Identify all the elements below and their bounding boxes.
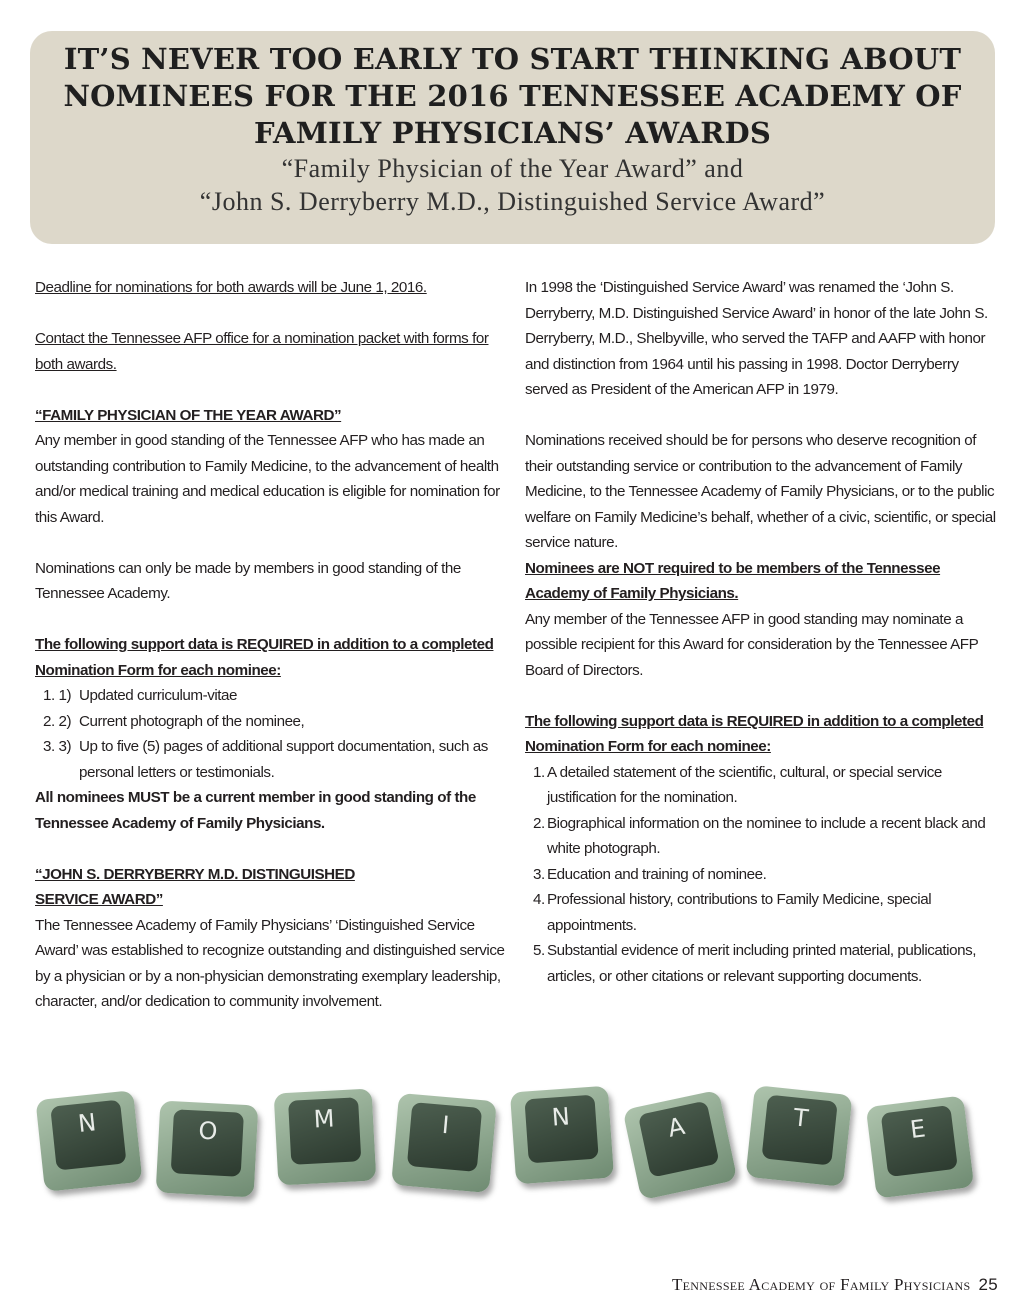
dsa-support-list (525, 760, 1000, 990)
list-text: Substantial evidence of merit including printed material, publications, articles, or other citations or relevant supporting documents. (547, 942, 976, 985)
key-letter: M (288, 1097, 361, 1165)
list-text: Professional history, contributions to Family Medicine, special appointments. (547, 891, 932, 934)
publication-name: Tennessee Academy of Family Physicians (671, 1275, 971, 1294)
list-number: 1. (533, 763, 545, 781)
keyboard-key-m (274, 1088, 377, 1185)
keyboard-key-n2 (510, 1086, 614, 1185)
subtitle-line-2: “John S. Derryberry M.D., Distinguished Service Award” (199, 187, 826, 216)
list-item (525, 862, 1000, 888)
key-letter: T (761, 1095, 837, 1166)
page-title: IT’S NEVER TOO EARLY TO START THINKING ABOUT NOMINEES FOR THE 2016 TENNESSEE ACADEMY OF FAMILY PHYSICIANS’ AWARDS (63, 42, 962, 150)
key-letter: O (171, 1109, 244, 1177)
list-item (525, 811, 1000, 862)
dsa-description: The Tennessee Academy of Family Physicians’ ‘Distinguished Service Award’ was established to recognize outstanding and distinguished service by a physician or by a non-physician demonstrating exemplary leadership, character, and/or dedication to community involvement. (35, 916, 505, 1010)
list-text: Up to five (5) pages of additional support documentation, such as personal letters or testimonials. (79, 738, 488, 781)
list-text: Education and training of nominee. (547, 865, 767, 883)
fpoy-support-list (35, 683, 505, 785)
not-required-text: Nominees are NOT required to be members of the Tennessee Academy of Family Physicians. (525, 559, 941, 602)
fpoy-eligibility: Any member in good standing of the Tennessee AFP who has made an outstanding contribution to Family Medicine, to the advancement of health and/or medical training and medical education is eligible for nomination for this Award. (35, 432, 500, 526)
fpoy-support-heading: The following support data is REQUIRED in addition to a completed Nomination Form for each nominee: (35, 636, 494, 679)
key-letter: I (407, 1102, 482, 1172)
keyboard-key-o (156, 1100, 259, 1197)
key-letter: N (50, 1100, 126, 1171)
must-member-text: All nominees MUST be a current member in good standing of the Tennessee Academy of Family Physicians. (35, 789, 476, 832)
list-item (525, 938, 1000, 989)
nominate-keys-illustration (35, 1085, 995, 1205)
keyboard-key-i (391, 1093, 497, 1193)
dsa-criteria: Nominations received should be for persons who deserve recognition of their outstanding service or contribution to the advancement of Family Medicine, to the Tennessee Academy of Family Physicians, or to the public welfare on Family Medicine’s behalf, whether of a civic, scientific, or special service nature. (525, 432, 996, 551)
list-item (35, 709, 505, 735)
dsa-support-heading: The following support data is REQUIRED in addition to a completed Nomination Form for each nominee: (525, 712, 984, 755)
list-item (35, 734, 505, 785)
list-number: 5. (533, 942, 545, 959)
list-item (35, 683, 505, 709)
list-number: 4. (533, 891, 545, 908)
keyboard-key-t (745, 1085, 852, 1187)
dsa-history: In 1998 the ‘Distinguished Service Award’ was renamed the ‘John S. Derryberry, M.D. Distinguished Service Award’ in honor of the late John S. Derryberry, M.D., Shelbyville, who served the TAFP and AAFP with honor and distinction from 1964 until his passing in 1998. Doctor Derryberry served as President of the American AFP in 1979. (525, 279, 988, 398)
keyboard-key-a (623, 1090, 738, 1200)
list-number: 3. (533, 865, 545, 883)
list-number: 3. 3) (43, 738, 72, 755)
list-number: 2. 2) (43, 712, 72, 730)
dsa-heading: “JOHN S. DERRYBERRY M.D. DISTINGUISHED SERVICE AWARD” (35, 865, 355, 908)
list-number: 2. (533, 814, 545, 832)
list-text: Updated curriculum-vitae (79, 687, 238, 704)
key-letter: E (881, 1105, 958, 1177)
fpoy-heading: “FAMILY PHYSICIAN OF THE YEAR AWARD” (35, 406, 342, 424)
list-text: Current photograph of the nominee, (79, 712, 305, 730)
list-text: A detailed statement of the scientific, cultural, or special service justification for the nomination. (547, 763, 942, 806)
nominations-by-text: Nominations can only be made by members in good standing of the Tennessee Academy. (35, 559, 461, 602)
left-column (35, 275, 505, 1015)
list-text: Biographical information on the nominee to include a recent black and white photograph. (547, 814, 986, 857)
key-letter: N (524, 1095, 598, 1164)
any-member-text: Any member of the Tennessee AFP in good standing may nominate a possible recipient for this Award for consideration by the Tennessee AFP Board of Directors. (525, 610, 979, 679)
deadline-text: Deadline for nominations for both awards will be June 1, 2016. (35, 279, 427, 296)
right-column (525, 275, 1000, 989)
subtitle-line-1: “Family Physician of the Year Award” and (281, 154, 744, 183)
contact-text: Contact the Tennessee AFP office for a nomination packet with forms for both awards. (35, 330, 489, 373)
header-banner (30, 31, 995, 244)
page-footer (672, 1275, 998, 1295)
keyboard-key-n (35, 1090, 142, 1192)
key-letter: A (638, 1101, 720, 1178)
keyboard-key-e (866, 1095, 974, 1198)
page-number: 25 (978, 1275, 998, 1294)
list-item (525, 887, 1000, 938)
list-number: 1. 1) (43, 687, 72, 704)
list-item (525, 760, 1000, 811)
